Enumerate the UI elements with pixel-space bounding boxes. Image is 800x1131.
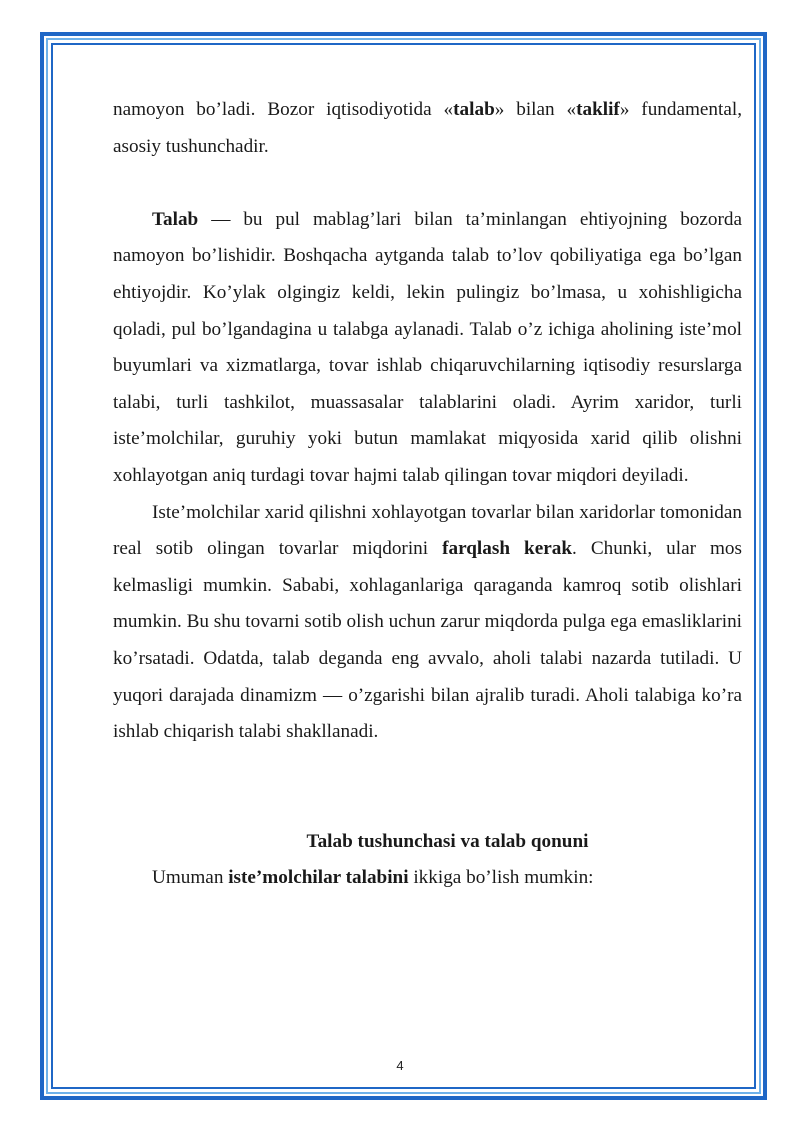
text-run: » fundamental, asosiy tushunchadir. xyxy=(113,99,742,157)
paragraph-gap xyxy=(113,787,742,824)
paragraph-consumers xyxy=(113,495,742,751)
paragraph-gap xyxy=(113,165,742,202)
text-run: — bu pul mablag’lari bilan ta’minlangan ehtiyojning bozorda namoyon bo’lishidir. Boshqacha aytganda talab to’lov qobiliyatiga ega bo’lgan ehtiyojdir. Ko’ylak olgingiz keldi, lekin pulingiz bo’lmasa, u xohishligicha qoladi, pul bo’lgandagina u talabga aylanadi. Talab o’z ichiga aholining iste’mol buyumlari va xizmatlarga, tovar ishlab chiqaruvchilarning iqtisodiy resurslarga talabi, turli tashkilot, muassasalar talablarini oladi. Ayrim xaridor, turli iste’molchilar, guruhiy yoki butun mamlakat miqyosida xarid qilib olishni xohlayotgan aniq turdagi tovar hajmi talab qilingan tovar miqdori deyiladi. xyxy=(113,208,742,486)
paragraph-intro xyxy=(113,92,742,165)
bold-term-talab-definition: Talab xyxy=(152,208,199,230)
bold-term-farqlash: farqlash kerak xyxy=(442,538,572,560)
paragraph-gap xyxy=(113,751,742,788)
section-heading: Talab tushunchasi va talab qonuni xyxy=(306,830,589,852)
document-body xyxy=(113,92,742,897)
text-run: Umuman xyxy=(152,867,229,889)
text-run: » bilan « xyxy=(494,99,577,120)
paragraph-demand-types xyxy=(113,860,742,897)
bold-term-consumer-demand: iste’molchilar talabini xyxy=(228,867,409,889)
text-run: ikkiga bo’lish mumkin: xyxy=(408,867,594,889)
bold-term-talab: talab xyxy=(453,99,495,120)
text-run: Iste’molchilar xarid qilishni xohlayotgan tovarlar bilan xaridorlar tomonidan real sotib olingan tovarlar miqdorini xyxy=(113,501,742,560)
text-run: . Chunki, ular mos kelmasligi mumkin. Sababi, xohlaganlariga qaraganda kamroq sotib olishlari mumkin. Bu shu tovarni sotib olish uchun zarur miqdorda pulga ega emasliklarini ko’rsatadi. Odatda, talab deganda eng avvalo, aholi talabi nazarda tutiladi. U yuqori darajada dinamizm — o’zgarishi bilan ajralib turadi. Aholi talabiga ko’ra ishlab chiqarish talabi shakllanadi. xyxy=(113,538,742,743)
bold-term-taklif: taklif xyxy=(576,99,620,120)
page-number: 4 xyxy=(396,1058,404,1073)
text-run: namoyon bo’ladi. Bozor iqtisodiyotida « xyxy=(113,99,454,120)
paragraph-talab-definition xyxy=(113,202,742,495)
